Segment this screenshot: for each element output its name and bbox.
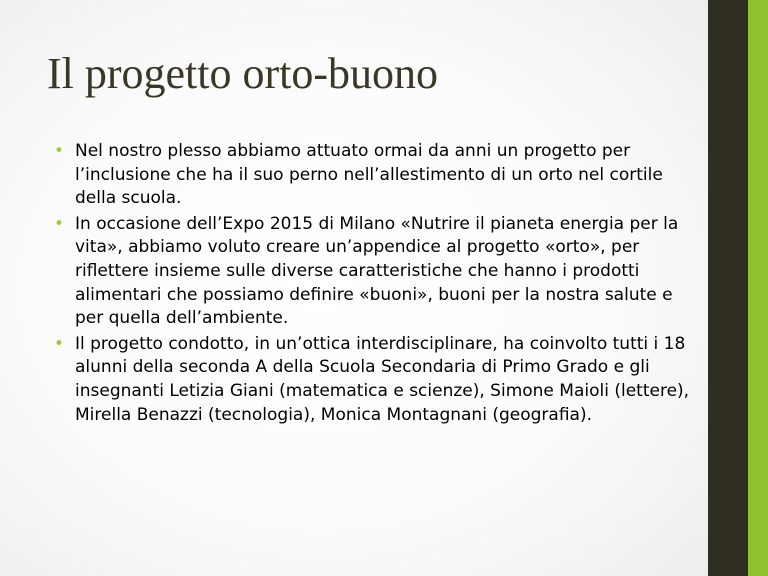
bullet-marker-icon: • <box>54 141 65 161</box>
bullet-marker-icon: • <box>54 333 65 354</box>
bullet-text: In occasione dell’Expo 2015 di Milano «Nutrire il pianeta energia per la vita», abbiamo voluto creare un’appendice al progetto «orto», per riflettere insieme sulle diverse caratteristiche che hanno i prodotti alimentari che possiamo definire «buoni», buoni per la nostra salute e per quella dell’ambiente. <box>75 213 679 329</box>
sidebar-dark-stripe <box>708 0 748 576</box>
bullet-list <box>53 140 693 429</box>
sidebar-green-stripe <box>748 0 768 576</box>
bullet-item <box>53 140 693 211</box>
bullet-text: Il progetto condotto, in un’ottica interdisciplinare, ha coinvolto tutti i 18 alunni della seconda A della Scuola Secondaria di Primo Grado e gli insegnanti Letizia Giani (matematica e scienze), Simone Maioli (lettere), Mirella Benazzi (tecnologia), Monica Montagnani (geografia). <box>75 333 690 425</box>
bullet-marker-icon: • <box>54 213 65 234</box>
bullet-text: Nel nostro plesso abbiamo attuato ormai da anni un progetto per l’inclusione che ha il suo perno nell’allestimento di un orto nel cortile della scuola. <box>75 141 663 209</box>
bullet-item <box>53 333 693 427</box>
slide-title: Il progetto orto-buono <box>47 49 439 98</box>
bullet-item <box>53 213 693 331</box>
